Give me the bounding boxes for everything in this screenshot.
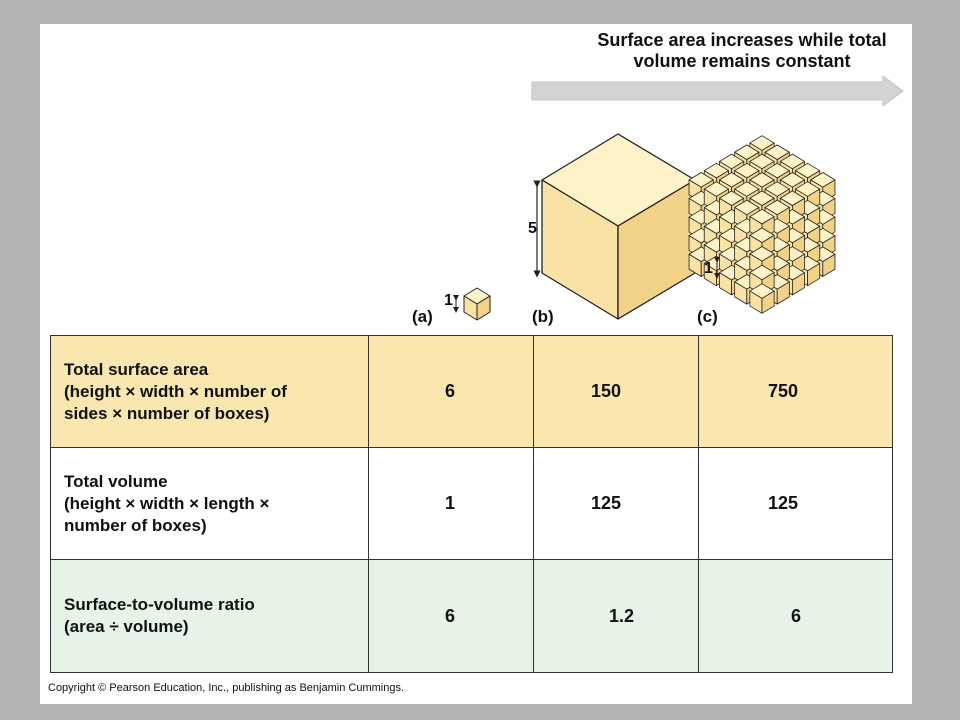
grid-cube-dim-label: 1 [704,260,713,277]
comparison-table [50,335,893,673]
value-b: 125 [534,448,699,560]
row-description [51,560,369,673]
desc-line: number of boxes) [64,515,207,535]
slide [40,24,912,704]
desc-line: Total surface area [64,359,209,379]
row-description [51,336,369,448]
value-a: 6 [369,336,534,448]
heading-line-1: Surface area increases while total [597,30,887,50]
cube-grid [689,136,835,314]
table-row-volume [51,448,893,560]
small-cube-dim-label: 1 [444,292,453,309]
large-cube-dim-label: 5 [528,220,537,237]
panel-label-b: (b) [532,307,554,326]
desc-line: Total volume [64,471,168,491]
desc-line: (height × width × length × [64,493,270,513]
cube-figure [40,24,912,336]
increase-arrow [532,76,903,106]
table-row-ratio [51,560,893,673]
value-b: 1.2 [534,560,699,673]
small-cube [464,288,490,320]
desc-line: Surface-to-volume ratio [64,595,255,614]
panel-label-a: (a) [412,307,433,326]
value-b: 150 [534,336,699,448]
desc-line: sides × number of boxes) [64,403,270,423]
large-cube [542,134,695,319]
copyright-notice: Copyright © Pearson Education, Inc., publishing as Benjamin Cummings. [48,682,405,694]
value-c: 750 [699,336,893,448]
value-a: 1 [369,448,534,560]
row-description [51,448,369,560]
desc-line: (height × width × number of [64,381,287,401]
value-a: 6 [369,560,534,673]
panel-label-c: (c) [697,307,718,326]
value-c: 125 [699,448,893,560]
value-c: 6 [699,560,893,673]
table-row-surface-area [51,336,893,448]
desc-line: (area ÷ volume) [64,617,189,636]
heading-line-2: volume remains constant [633,51,851,71]
